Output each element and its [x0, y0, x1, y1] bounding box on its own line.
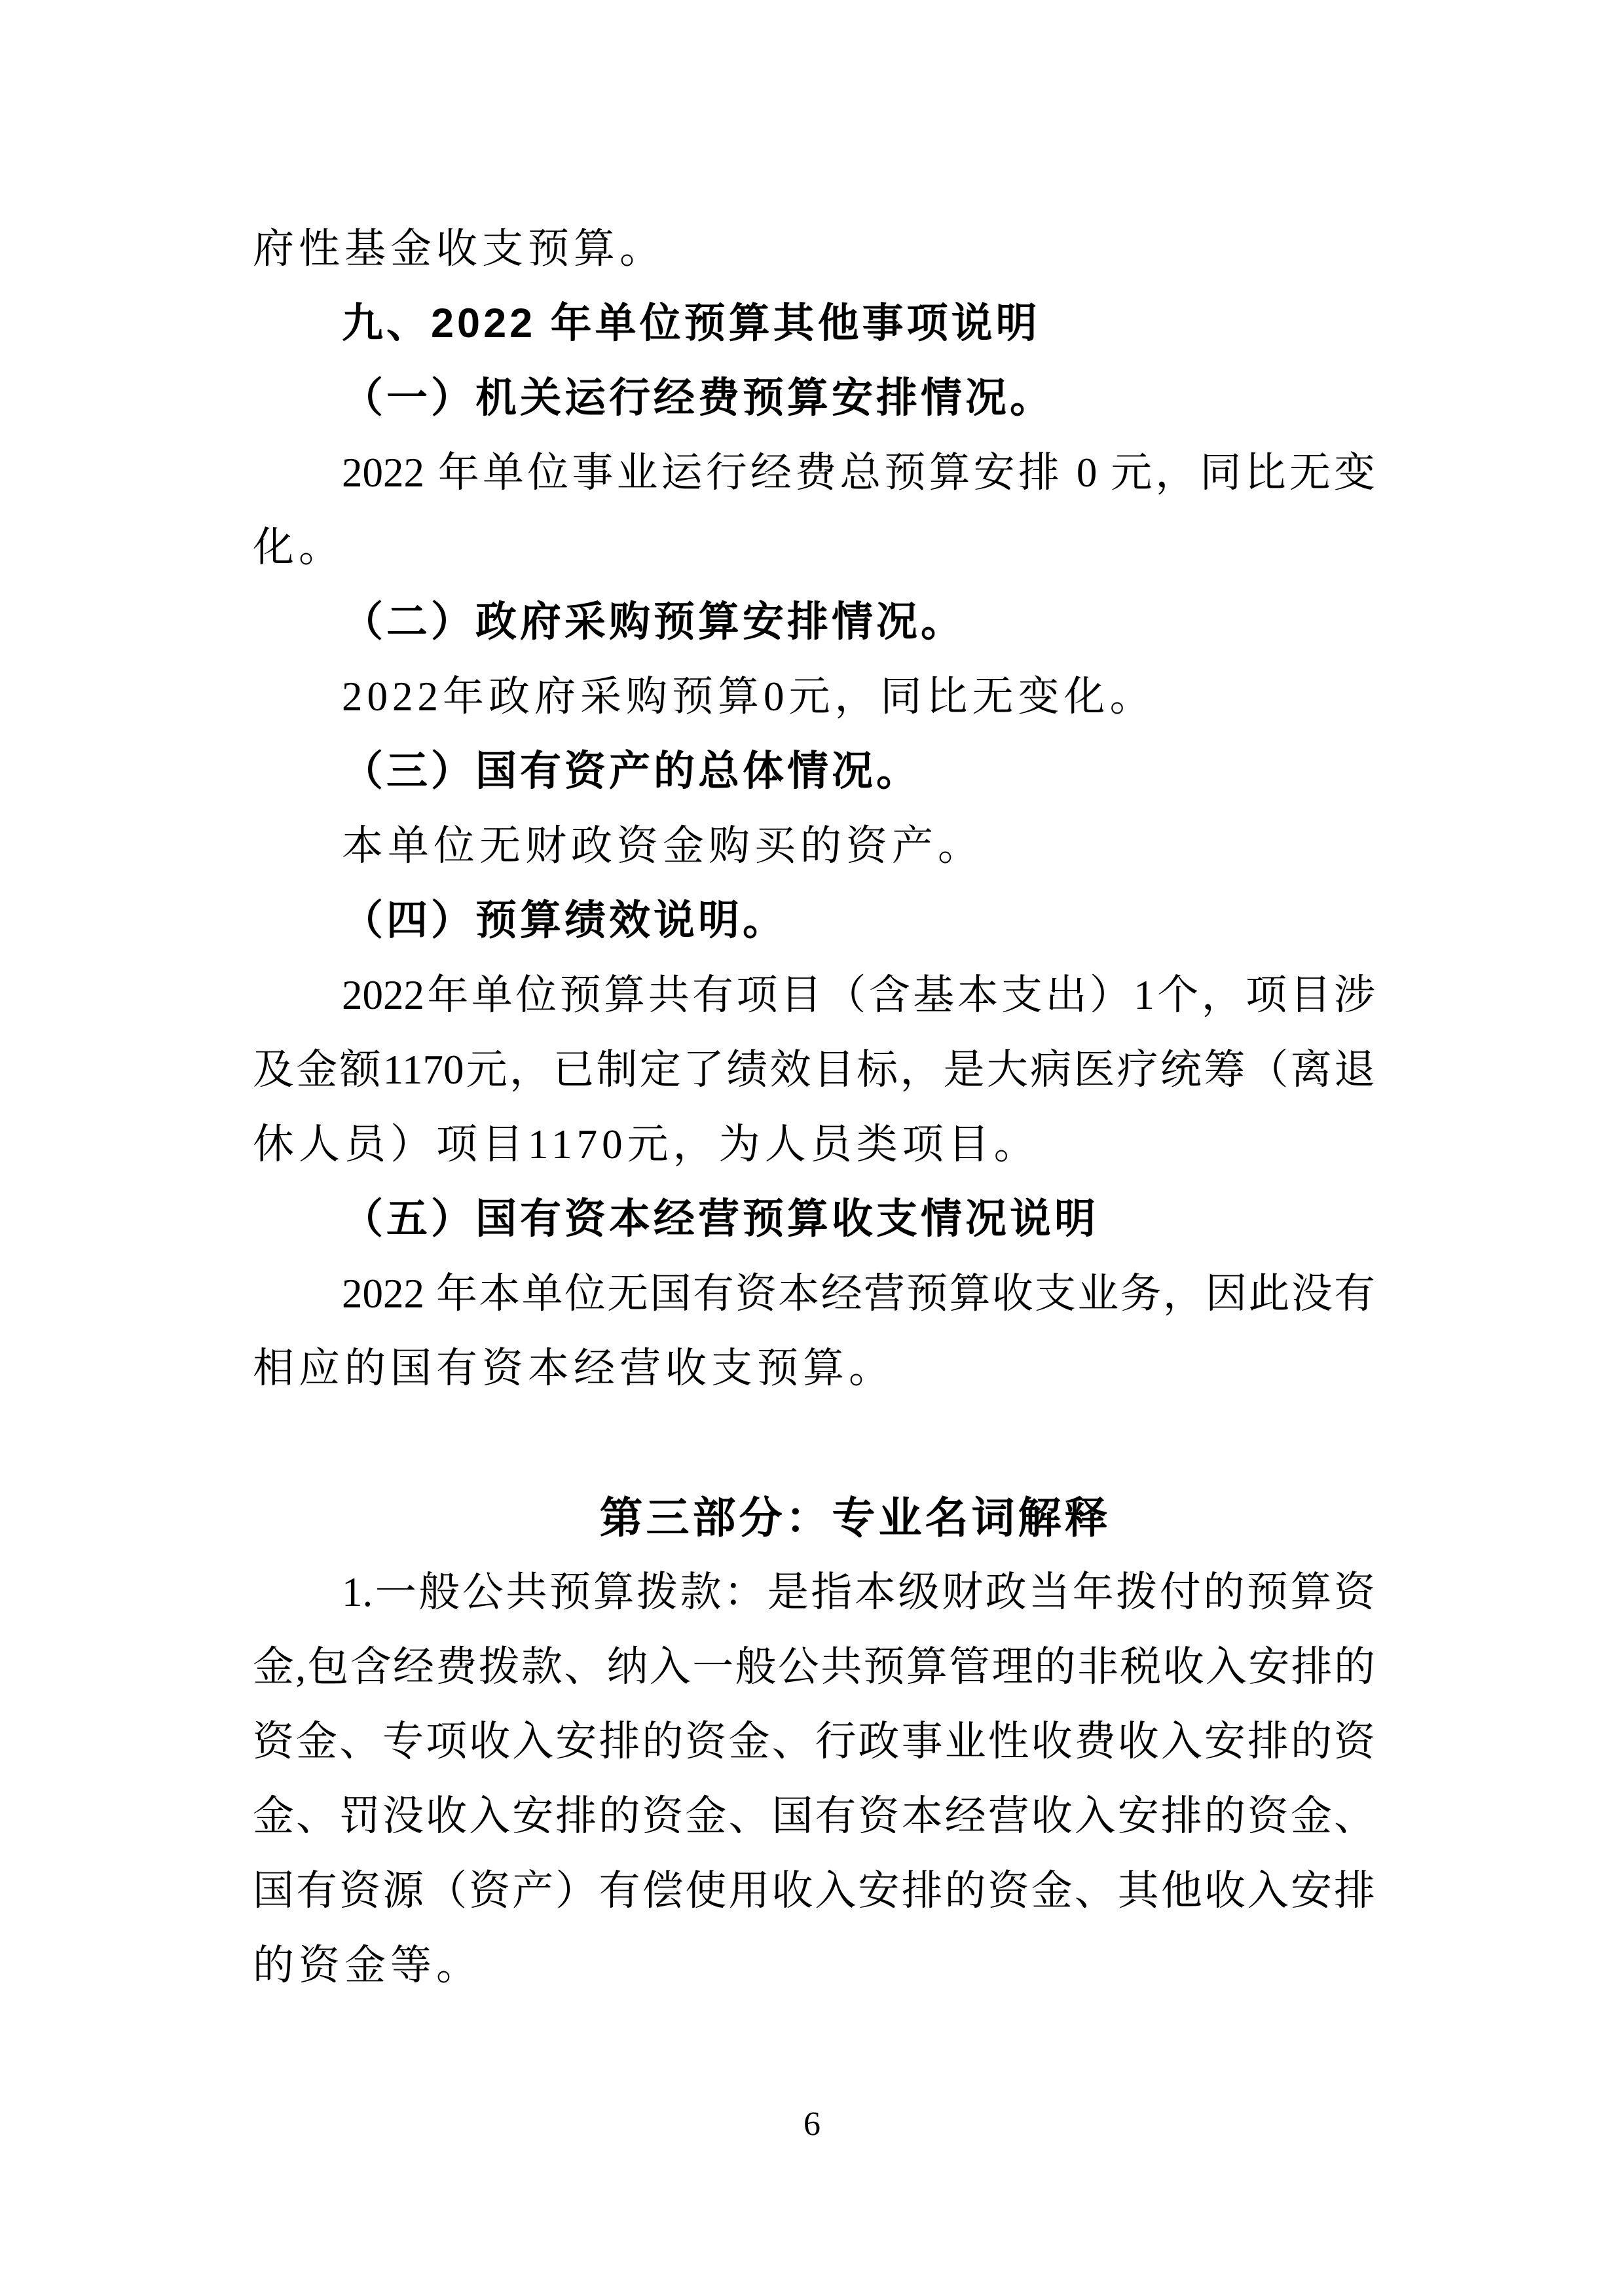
body-line: 2022年政府采购预算0元，同比无变化。	[342, 674, 1156, 720]
body-line: 府性基金收支预算。	[253, 226, 665, 272]
body-line: 本单位无财政资金购买的资产。	[342, 823, 984, 869]
body-line: 金、罚没收入安排的资金、国有资本经营收入安排的资金、	[253, 1793, 1375, 1839]
body-line: 资金、专项收入安排的资金、行政事业性收费收入安排的资	[253, 1719, 1375, 1764]
body-line: 及金额1170元，已制定了绩效目标，是大病医疗统筹（离退	[253, 1047, 1375, 1093]
body-line: 2022 年本单位无国有资本经营预算收支业务，因此没有	[342, 1271, 1375, 1317]
body-line: 休人员）项目1170元，为人员类项目。	[253, 1121, 1040, 1167]
body-line: 1.一般公共预算拨款：是指本级财政当年拨付的预算资	[342, 1569, 1375, 1615]
body-line: 金,包含经费拨款、纳入一般公共预算管理的非税收入安排的	[253, 1644, 1375, 1690]
body-line: 国有资源（资产）有偿使用收入安排的资金、其他收入安排	[253, 1868, 1375, 1914]
subsection-heading: （一）机关运行经费预算安排情况。	[342, 375, 1054, 421]
section-heading: 九、2022 年单位预算其他事项说明	[342, 301, 1041, 346]
subsection-heading: （四）预算绩效说明。	[342, 898, 787, 943]
subsection-heading: （二）政府采购预算安排情况。	[342, 599, 965, 645]
body-line: 相应的国有资本经营收支预算。	[253, 1345, 895, 1391]
body-line: 化。	[253, 524, 344, 570]
subsection-heading: （五）国有资本经营预算收支情况说明	[342, 1196, 1099, 1242]
subsection-heading: （三）国有资产的总体情况。	[342, 748, 921, 794]
page-number: 6	[803, 2105, 821, 2143]
page-title: 第三部分：专业名词解释	[599, 1493, 1111, 1542]
body-line: 2022 年单位事业运行经费总预算安排 0 元，同比无变	[342, 450, 1375, 496]
body-line: 2022年单位预算共有项目（含基本支出）1个，项目涉	[342, 972, 1375, 1018]
document-body	[253, 211, 1375, 2003]
blank-line	[253, 1406, 1375, 1480]
body-line: 的资金等。	[253, 1942, 482, 1988]
